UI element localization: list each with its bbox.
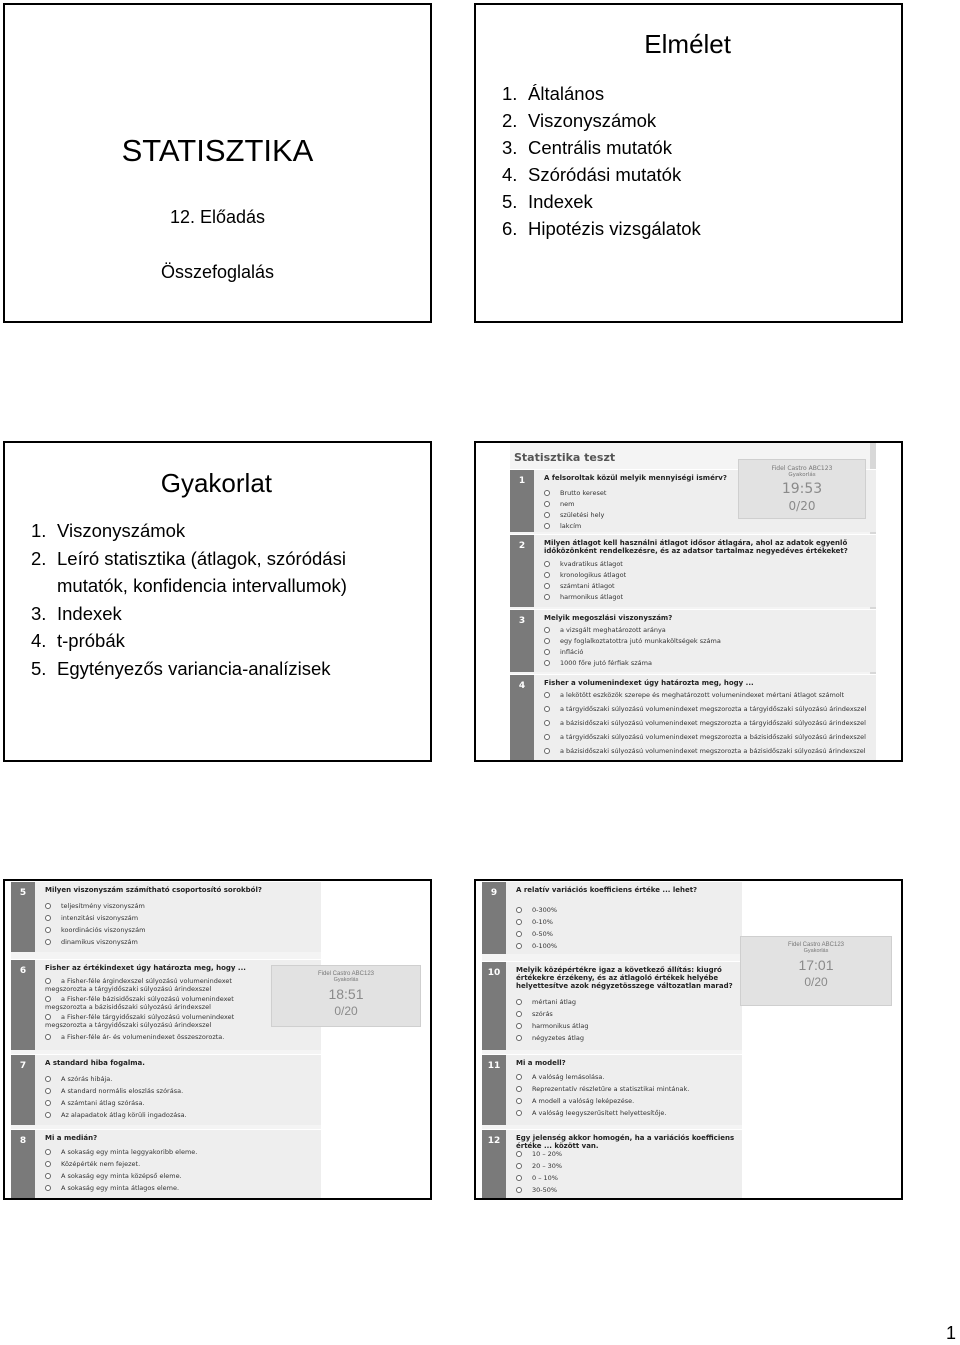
answer-option[interactable]: a bázisidőszaki súlyozású volumenindexet megszorozta a tárgyidőszaki súlyozású árindexszel	[544, 719, 870, 727]
question-number: 10	[482, 962, 506, 1050]
question-number: 6	[11, 960, 35, 1050]
list-item: 2. Leíró statisztika (átlagok, szóródási mutatók, konfidencia intervallumok)	[31, 547, 347, 596]
answer-option[interactable]: kvadratikus átlagot	[544, 560, 870, 568]
question-number: 2	[510, 535, 534, 607]
answer-option[interactable]: a Fisher-féle tárgyidőszaki súlyozású volumenindexet megszorozta a tárgyidőszaki súlyozású árindexszel	[45, 1013, 235, 1029]
answer-option[interactable]: A standard normális eloszlás szórása.	[45, 1087, 315, 1095]
question-number: 12	[482, 1130, 506, 1198]
timer-panel	[271, 965, 421, 1027]
list-item: 5. Egytényezős variancia-analízisek	[31, 657, 331, 679]
answer-option[interactable]: szórás	[516, 1010, 736, 1018]
slide-quiz-2	[3, 879, 432, 1200]
question-number: 1	[510, 470, 534, 532]
answer-option[interactable]: A szórás hibája.	[45, 1075, 315, 1083]
timer-mode: Gyakorlás	[333, 977, 359, 983]
question-number: 5	[11, 882, 35, 952]
answer-option[interactable]: infláció	[544, 648, 870, 656]
answer-option[interactable]: koordinációs viszonyszám	[45, 926, 315, 934]
answer-option[interactable]: a vizsgált meghatározott aránya	[544, 626, 870, 634]
question-card	[482, 1129, 742, 1198]
question-text: A standard hiba fogalma.	[45, 1059, 145, 1067]
answer-option[interactable]: a bázisidőszaki súlyozású volumenindexet megszorozta a bázisidőszaki súlyozású árindexszel	[544, 747, 870, 755]
question-number: 4	[510, 675, 534, 760]
answer-option[interactable]: négyzetes átlag	[516, 1034, 736, 1042]
answer-option[interactable]: számtani átlagot	[544, 582, 870, 590]
list-item: 4. t-próbák	[31, 630, 125, 651]
answer-option[interactable]: a lekötött eszközök szerepe és meghatározott volumenindexet mértani átlagot számolt	[544, 691, 870, 699]
answer-option[interactable]: 0-50%	[516, 930, 736, 938]
answer-option[interactable]: születési hely	[544, 511, 870, 519]
page-number: 1	[945, 1323, 956, 1343]
answer-option[interactable]: Az alapadatok átlag körüli ingadozása.	[45, 1111, 315, 1119]
question-card	[482, 1054, 742, 1125]
slide-subtitle: 12. Előadás	[169, 207, 266, 227]
timer-user: Fidel Castro ABC123	[787, 942, 845, 948]
slide-title-heading: STATISZTIKA	[121, 133, 314, 168]
answer-option[interactable]: Középérték nem fejezet.	[45, 1160, 315, 1168]
slide-footer: Összefoglalás	[160, 262, 275, 282]
slide-heading: Elmélet	[644, 29, 731, 59]
timer-time: 19:53	[781, 481, 823, 497]
question-card	[482, 881, 742, 954]
timer-time: 18:51	[328, 986, 364, 1002]
answer-option[interactable]: 10 – 20%	[516, 1150, 736, 1158]
answer-option[interactable]: 1000 főre jutó férfiak száma	[544, 659, 870, 667]
answer-option[interactable]: A valóság lemásolása.	[516, 1073, 736, 1081]
timer-time: 17:01	[798, 957, 834, 973]
timer-mode: Gyakorlás	[803, 948, 829, 954]
timer-score: 0/20	[788, 499, 816, 513]
answer-option[interactable]: A sokaság egy minta átlagos eleme.	[45, 1184, 315, 1192]
question-number: 7	[11, 1055, 35, 1125]
question-number: 8	[11, 1130, 35, 1198]
question-text: Mi a medián?	[45, 1134, 98, 1142]
answer-option[interactable]: harmonikus átlag	[516, 1022, 736, 1030]
answer-option[interactable]: 0-10%	[516, 918, 736, 926]
answer-option[interactable]: nem	[544, 500, 870, 508]
question-card	[510, 534, 876, 607]
answer-option[interactable]: 0-300%	[516, 906, 736, 914]
question-card	[510, 674, 876, 760]
list-item: 3. Indexek	[31, 602, 122, 624]
answer-option[interactable]: Reprezentatív részletűre a statisztikai mintának.	[516, 1085, 736, 1093]
quiz-screenshot	[11, 881, 321, 1198]
question-text: Milyen átlagot kell használni átlagot idősor átlagára, ahol az adatok egyenlő időközönként rendelkezésre, és az adatsor tartalmaz negyedéves értékeket?	[544, 539, 848, 555]
answer-option[interactable]: A sokaság egy minta középső eleme.	[45, 1172, 315, 1180]
theory-list	[502, 80, 701, 242]
answer-option[interactable]: intenzitási viszonyszám	[45, 914, 315, 922]
answer-option[interactable]: kronologikus átlagot	[544, 571, 870, 579]
answer-option[interactable]: 0 – 10%	[516, 1174, 736, 1182]
answer-option[interactable]: harmonikus átlagot	[544, 593, 870, 601]
answer-option[interactable]: mértani átlag	[516, 998, 736, 1006]
question-text: Fisher az értékindexet úgy határozta meg, hogy ...	[45, 964, 246, 972]
answer-option[interactable]: a Fisher-féle bázisidőszaki súlyozású volumenindexet megszorozta a bázisidőszaki súlyozású árindexszel	[45, 995, 234, 1011]
answer-option[interactable]: a tárgyidőszaki súlyozású volumenindexet megszorozta a bázisidőszaki súlyozású árindexszel	[544, 733, 870, 741]
practice-list	[31, 517, 347, 682]
question-text: Egy jelenség akkor homogén, ha a variációs koefficiens értéke ... között van.	[516, 1134, 735, 1150]
question-text: Fisher a volumenindexet úgy határozta meg, hogy ...	[544, 679, 754, 687]
question-card	[11, 1129, 321, 1198]
answer-option[interactable]: A modell a valóság leképezése.	[516, 1097, 736, 1105]
timer-user: Fidel Castro ABC123	[317, 971, 375, 977]
quiz-screenshot	[510, 443, 876, 760]
question-card	[482, 961, 742, 1050]
answer-option[interactable]: egy foglalkoztatottra jutó munkaköltségek száma	[544, 637, 870, 645]
question-card	[11, 1054, 321, 1125]
answer-option[interactable]: A számtani átlag szórása.	[45, 1099, 315, 1107]
slide-quiz-1	[474, 441, 903, 762]
answer-option[interactable]: a tárgyidőszaki súlyozású volumenindexet megszorozta a tárgyidőszaki súlyozású árindexszel	[544, 705, 870, 713]
question-number: 3	[510, 610, 534, 672]
question-card	[510, 609, 876, 672]
question-number: 9	[482, 882, 506, 954]
question-text: A felsoroltak közül melyik mennyiségi ismérv?	[544, 474, 727, 482]
timer-panel	[738, 459, 866, 519]
list-item: 1. Viszonyszámok	[31, 520, 186, 541]
list-item: 5. Indexek	[502, 191, 593, 212]
answer-option[interactable]: a Fisher-féle ár- és volumenindexet összeszorozta.	[45, 1033, 315, 1041]
quiz-screenshot	[482, 881, 742, 1198]
question-text: Melyik középértékre igaz a következő állítás: kiugró értékekre érzékeny, és az átlagoló értékek helyébe helyettesítve azok négyzetösszege változatlan marad?	[516, 966, 733, 990]
answer-option[interactable]: A sokaság egy minta leggyakoribb eleme.	[45, 1148, 315, 1156]
list-item: 3. Centrális mutatók	[502, 137, 672, 158]
slide-practice	[3, 441, 432, 762]
timer-panel	[740, 936, 892, 1006]
question-text: Mi a modell?	[516, 1059, 566, 1067]
answer-option[interactable]: Brutto kereset	[544, 489, 870, 497]
answer-option[interactable]: teljesítmény viszonyszám	[45, 902, 315, 910]
answer-option[interactable]: lakcím	[544, 522, 870, 530]
timer-score: 0/20	[804, 975, 828, 989]
question-text: A relatív variációs koefficiens értéke ... lehet?	[516, 886, 698, 894]
answer-option[interactable]: A valóság leegyszerűsített helyettesítője.	[516, 1109, 736, 1117]
question-card	[11, 881, 321, 952]
timer-score: 0/20	[334, 1004, 358, 1018]
question-text: Melyik megoszlási viszonyszám?	[544, 614, 673, 622]
timer-mode: Gyakorlás	[788, 472, 816, 478]
question-text: Milyen viszonyszám számítható csoportosító sorokból?	[45, 886, 262, 894]
list-item: 2. Viszonyszámok	[502, 110, 657, 131]
answer-option[interactable]: a Fisher-féle árgindexszel súlyozású volumenindexet megszorozta a tárgyidőszaki súlyozású árindexszel	[45, 977, 232, 993]
answer-option[interactable]: 0-100%	[516, 942, 736, 950]
quiz-title: Statisztika teszt	[514, 451, 616, 464]
answer-option[interactable]: dinamikus viszonyszám	[45, 938, 315, 946]
slide-heading: Gyakorlat	[160, 468, 272, 498]
question-number: 11	[482, 1055, 506, 1125]
answer-option[interactable]: 30-50%	[516, 1186, 736, 1194]
timer-user: Fidel Castro ABC123	[771, 465, 833, 472]
list-item: 6. Hipotézis vizsgálatok	[502, 218, 701, 239]
slide-quiz-3	[474, 879, 903, 1200]
slide-theory	[474, 3, 903, 323]
list-item: 4. Szóródási mutatók	[502, 164, 682, 185]
answer-option[interactable]: 20 – 30%	[516, 1162, 736, 1170]
list-item: 1. Általános	[502, 83, 605, 104]
slide-title	[3, 3, 432, 323]
